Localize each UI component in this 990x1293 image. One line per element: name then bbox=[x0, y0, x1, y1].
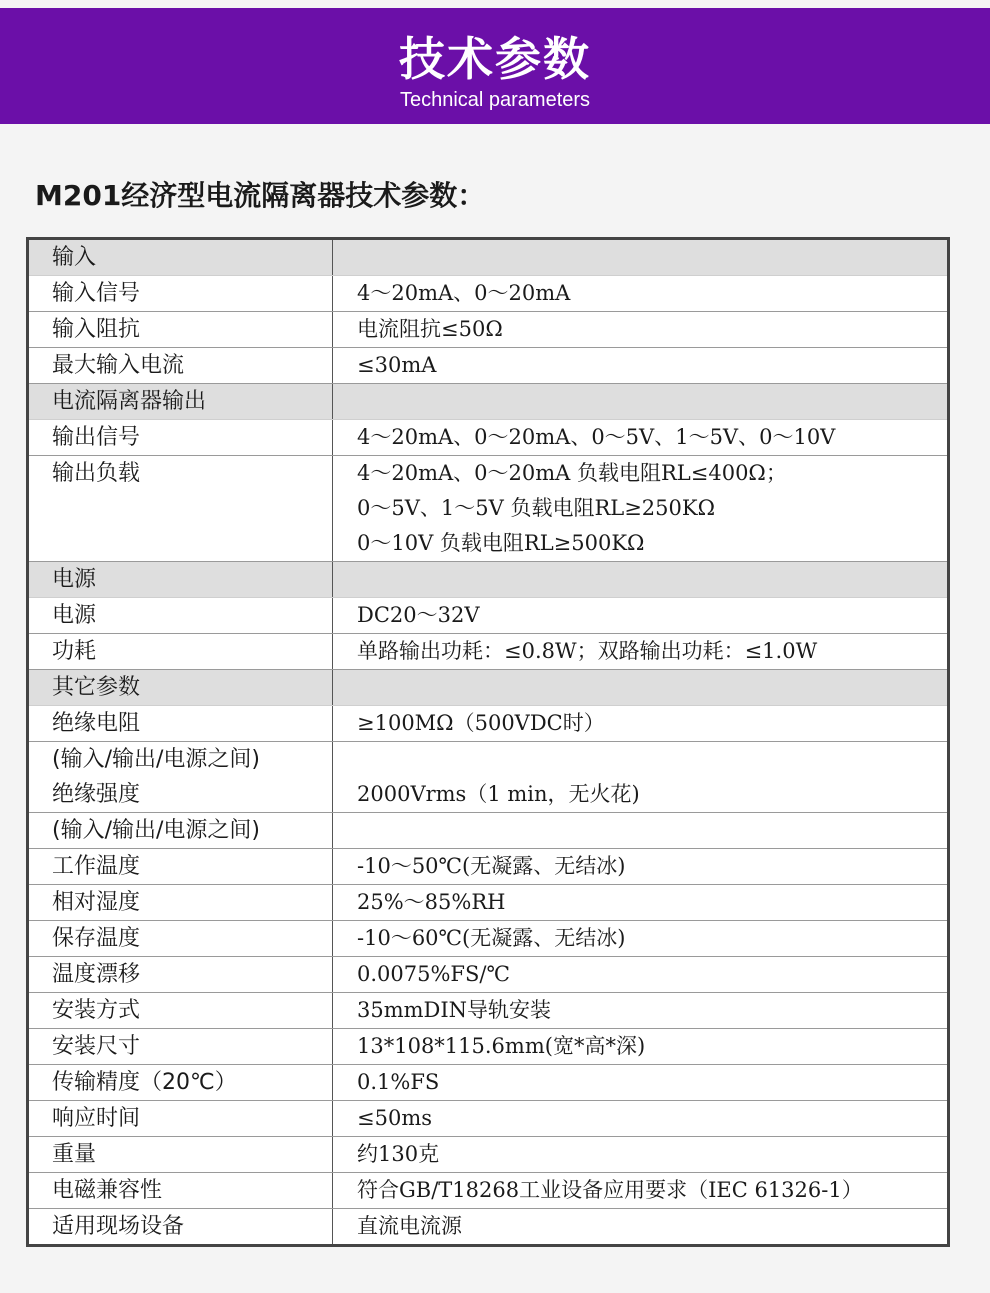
param-value bbox=[333, 1065, 947, 1100]
param-value bbox=[333, 312, 947, 347]
header-banner bbox=[0, 8, 990, 124]
banner-title: 技术参数 bbox=[399, 32, 591, 86]
table-row bbox=[29, 849, 947, 885]
param-label: 电磁兼容性 bbox=[29, 1173, 333, 1208]
param-label: 适用现场设备 bbox=[29, 1209, 333, 1244]
param-label: 功耗 bbox=[29, 634, 333, 669]
table-row bbox=[29, 993, 947, 1029]
param-value-line bbox=[357, 384, 947, 419]
table-row bbox=[29, 1209, 947, 1244]
param-value bbox=[333, 1137, 947, 1172]
param-value bbox=[333, 921, 947, 956]
section-row bbox=[29, 384, 947, 420]
param-value-line: -10～60℃(无凝露、无结冰) bbox=[357, 926, 626, 950]
param-value bbox=[333, 777, 947, 812]
param-value bbox=[333, 420, 947, 455]
param-value-line: ≤50ms bbox=[357, 1106, 433, 1130]
param-label: 最大输入电流 bbox=[29, 348, 333, 383]
section-label: 其它参数 bbox=[29, 670, 333, 705]
param-label: 传输精度（20℃） bbox=[29, 1065, 333, 1100]
param-value-line: 0.0075%FS/℃ bbox=[357, 962, 510, 986]
spec-heading: M201经济型电流隔离器技术参数： bbox=[35, 179, 486, 212]
table-row bbox=[29, 312, 947, 348]
param-label: 绝缘电阻 bbox=[29, 706, 333, 741]
param-label: 重量 bbox=[29, 1137, 333, 1172]
param-value-line: 4～20mA、0～20mA、0～5V、1～5V、0～10V bbox=[357, 425, 836, 449]
param-value bbox=[333, 1173, 947, 1208]
param-value-line: 35mmDIN导轨安装 bbox=[357, 998, 552, 1022]
param-value bbox=[333, 706, 947, 741]
table-row bbox=[29, 706, 947, 742]
param-value bbox=[333, 1101, 947, 1136]
table-row bbox=[29, 456, 947, 562]
section-row bbox=[29, 670, 947, 706]
param-value bbox=[333, 634, 947, 669]
table-row bbox=[29, 957, 947, 993]
param-label: 响应时间 bbox=[29, 1101, 333, 1136]
param-label: (输入/输出/电源之间) bbox=[29, 742, 333, 777]
param-value bbox=[333, 742, 947, 777]
banner-subtitle: Technical parameters bbox=[399, 89, 591, 111]
param-value-line: 25%～85%RH bbox=[357, 890, 506, 914]
param-label: 输出信号 bbox=[29, 420, 333, 455]
table-row bbox=[29, 634, 947, 670]
param-label: 温度漂移 bbox=[29, 957, 333, 992]
param-label: 安装尺寸 bbox=[29, 1029, 333, 1064]
param-label: 相对湿度 bbox=[29, 885, 333, 920]
param-label: 输出负载 bbox=[29, 456, 333, 561]
param-value bbox=[333, 1029, 947, 1064]
param-value bbox=[333, 384, 947, 419]
table-row bbox=[29, 420, 947, 456]
param-value-line: 直流电流源 bbox=[357, 1214, 462, 1238]
param-value bbox=[333, 456, 947, 561]
param-value-line: ≤30mA bbox=[357, 353, 437, 377]
param-value-line bbox=[357, 670, 947, 705]
param-label: (输入/输出/电源之间) bbox=[29, 813, 333, 848]
param-value-line bbox=[357, 742, 947, 777]
param-label: 工作温度 bbox=[29, 849, 333, 884]
section-label: 电流隔离器输出 bbox=[29, 384, 333, 419]
table-row bbox=[29, 885, 947, 921]
table-row bbox=[29, 276, 947, 312]
param-value bbox=[333, 598, 947, 633]
param-value-line: 电流阻抗≤50Ω bbox=[357, 317, 503, 341]
param-value-line: 符合GB/T18268工业设备应用要求（IEC 61326-1） bbox=[357, 1178, 863, 1202]
table-row bbox=[29, 777, 947, 813]
section-row bbox=[29, 240, 947, 276]
param-label: 输入信号 bbox=[29, 276, 333, 311]
param-value-line: 单路输出功耗：≤0.8W；双路输出功耗：≤1.0W bbox=[357, 639, 818, 663]
param-value bbox=[333, 993, 947, 1028]
param-value-line: -10～50℃(无凝露、无结冰) bbox=[357, 854, 626, 878]
spec-table bbox=[26, 237, 950, 1247]
param-label: 绝缘强度 bbox=[29, 777, 333, 812]
param-value-line: ≥100MΩ（500VDC时） bbox=[357, 711, 605, 735]
param-label: 安装方式 bbox=[29, 993, 333, 1028]
param-value bbox=[333, 1209, 947, 1244]
param-value bbox=[333, 348, 947, 383]
section-row bbox=[29, 562, 947, 598]
table-row bbox=[29, 1101, 947, 1137]
param-value bbox=[333, 813, 947, 848]
table-row bbox=[29, 598, 947, 634]
table-row bbox=[29, 1173, 947, 1209]
section-label: 电源 bbox=[29, 562, 333, 597]
table-row bbox=[29, 348, 947, 384]
param-value bbox=[333, 885, 947, 920]
param-value-line: DC20～32V bbox=[357, 603, 480, 627]
param-value-line: 4～20mA、0～20mA bbox=[357, 281, 571, 305]
param-value-line: 约130克 bbox=[357, 1142, 440, 1166]
param-value bbox=[333, 849, 947, 884]
param-value bbox=[333, 240, 947, 275]
param-value-line: 0.1%FS bbox=[357, 1070, 440, 1094]
param-value-line bbox=[357, 813, 947, 848]
table-row bbox=[29, 921, 947, 957]
param-value bbox=[333, 670, 947, 705]
param-label: 电源 bbox=[29, 598, 333, 633]
param-value-line bbox=[357, 562, 947, 597]
section-label: 输入 bbox=[29, 240, 333, 275]
param-label: 输入阻抗 bbox=[29, 312, 333, 347]
param-value-line: 0～10V 负载电阻RL≥500KΩ bbox=[357, 531, 645, 555]
param-value-line bbox=[357, 240, 947, 275]
table-row bbox=[29, 1065, 947, 1101]
param-value-line: 4～20mA、0～20mA 负载电阻RL≤400Ω； bbox=[357, 461, 787, 485]
table-row bbox=[29, 1137, 947, 1173]
table-row bbox=[29, 742, 947, 777]
param-value-line: 2000Vrms（1 min，无火花) bbox=[357, 782, 640, 806]
param-value-line: 13*108*115.6mm(宽*高*深) bbox=[357, 1034, 646, 1058]
param-value-line: 0～5V、1～5V 负载电阻RL≥250KΩ bbox=[357, 496, 715, 520]
param-value bbox=[333, 276, 947, 311]
table-row bbox=[29, 1029, 947, 1065]
param-value bbox=[333, 957, 947, 992]
param-value bbox=[333, 562, 947, 597]
param-label: 保存温度 bbox=[29, 921, 333, 956]
table-row bbox=[29, 813, 947, 849]
